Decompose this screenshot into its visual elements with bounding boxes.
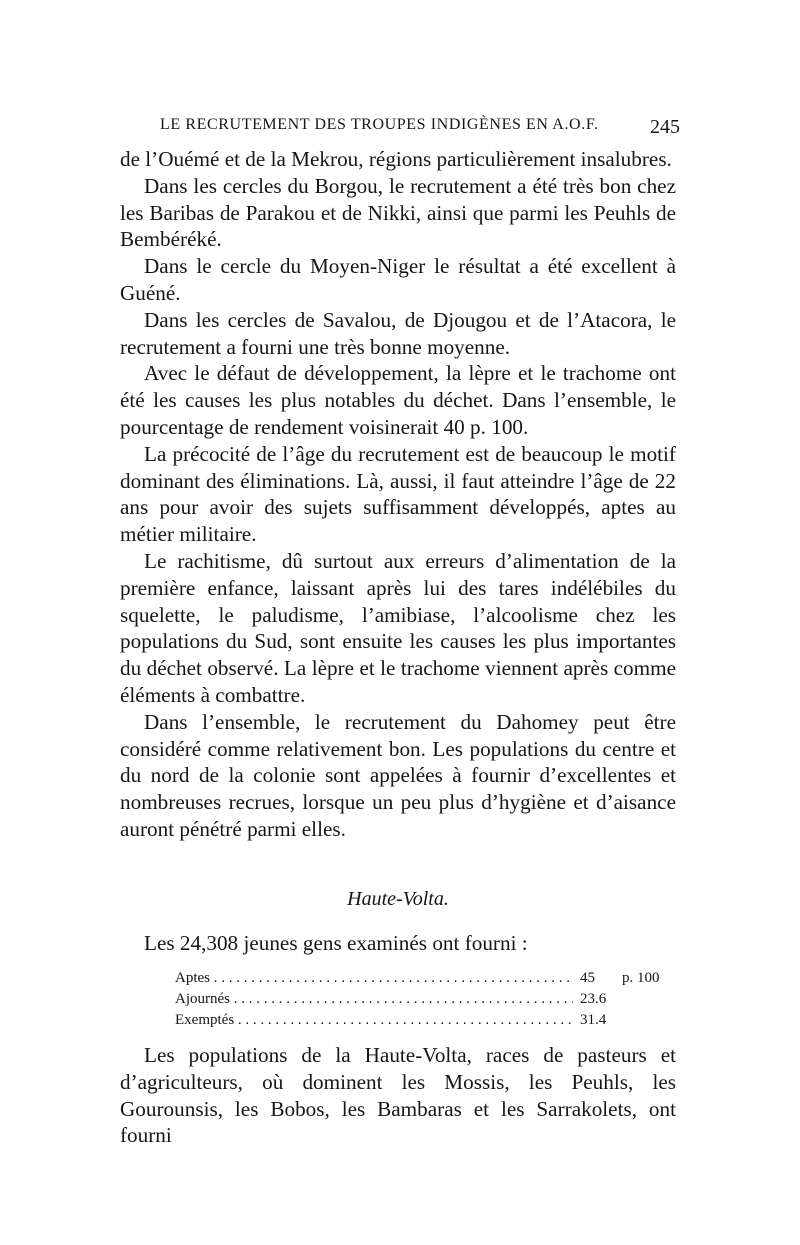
running-title: LE RECRUTEMENT DES TROUPES INDIGÈNES EN A.O.F.	[160, 116, 599, 133]
stats-label: Ajournés . . .	[175, 989, 573, 1010]
paragraph-final: Les populations de la Haute-Volta, races de pasteurs et d’agriculteurs, où dominent les Mossis, les Peuhls, les Gourounsis, les Bobos, les Bambaras et les Sarrakolets, ont fourni	[120, 1043, 676, 1148]
paragraph-7: Le rachitisme, dû surtout aux erreurs d’alimentation de la première enfance, laissant après lui des tares indélébiles du squelette, le paludisme, l’amibiase, l’alcoolisme chez les populations du Sud, sont ensuite les causes les plus importantes du déchet observé. La lèpre et le trachome viennent après comme éléments à combattre.	[120, 548, 676, 707]
paragraph-4: Dans les cercles de Savalou, de Djougou et de l’Atacora, le recrutement a fourni une très bonne moyenne.	[120, 307, 676, 359]
stats-unit: p. 100	[622, 970, 660, 986]
stats-label: Aptes . . .	[175, 968, 573, 989]
stats-value: 31.4	[580, 1012, 607, 1028]
paragraph-8: Dans l’ensemble, le recrutement du Dahomey peut être considéré comme relativement bon. Les populations du centre et du nord de la colonie sont appelées à fournir d’excellentes et nombreuses recrues, lorsque un peu plus d’hygiène et d’aisance auront pénétré parmi elles.	[120, 709, 676, 841]
stats-table	[175, 968, 680, 1031]
stats-row	[175, 968, 680, 989]
stats-value: 23.6	[580, 991, 607, 1007]
stats-label: Exemptés . . .	[175, 1010, 573, 1031]
stats-intro: Les 24,308 jeunes gens examinés ont fourni :	[144, 931, 528, 955]
final-text	[120, 1042, 676, 1149]
section-title: Haute-Volta.	[347, 888, 449, 910]
page-number: 245	[650, 116, 680, 138]
paragraph-6: La précocité de l’âge du recrutement est de beaucoup le motif dominant des éliminations. Là, aussi, il faut atteindre l’âge de 22 ans pour avoir des sujets suffisamment développés, aptes au métier militaire.	[120, 441, 676, 547]
stats-value: 45	[580, 970, 595, 986]
paragraph-1: de l’Ouémé et de la Mekrou, régions particulièrement insalubres.	[120, 147, 672, 171]
running-header	[120, 116, 680, 146]
stats-row	[175, 989, 680, 1010]
paragraph-5: Avec le défaut de développement, la lèpre et le trachome ont été les causes les plus notables du déchet. Dans l’ensemble, le pourcentage de rendement voisinerait 40 p. 100.	[120, 361, 676, 439]
paragraph-2: Dans les cercles du Borgou, le recrutement a été très bon chez les Baribas de Parakou et de Nikki, ainsi que parmi les Peuhls de Bembéréké.	[120, 173, 676, 252]
stats-row	[175, 1010, 680, 1031]
paragraph-3: Dans le cercle du Moyen-Niger le résultat a été excellent à Guéné.	[120, 254, 676, 305]
main-text	[120, 146, 676, 843]
